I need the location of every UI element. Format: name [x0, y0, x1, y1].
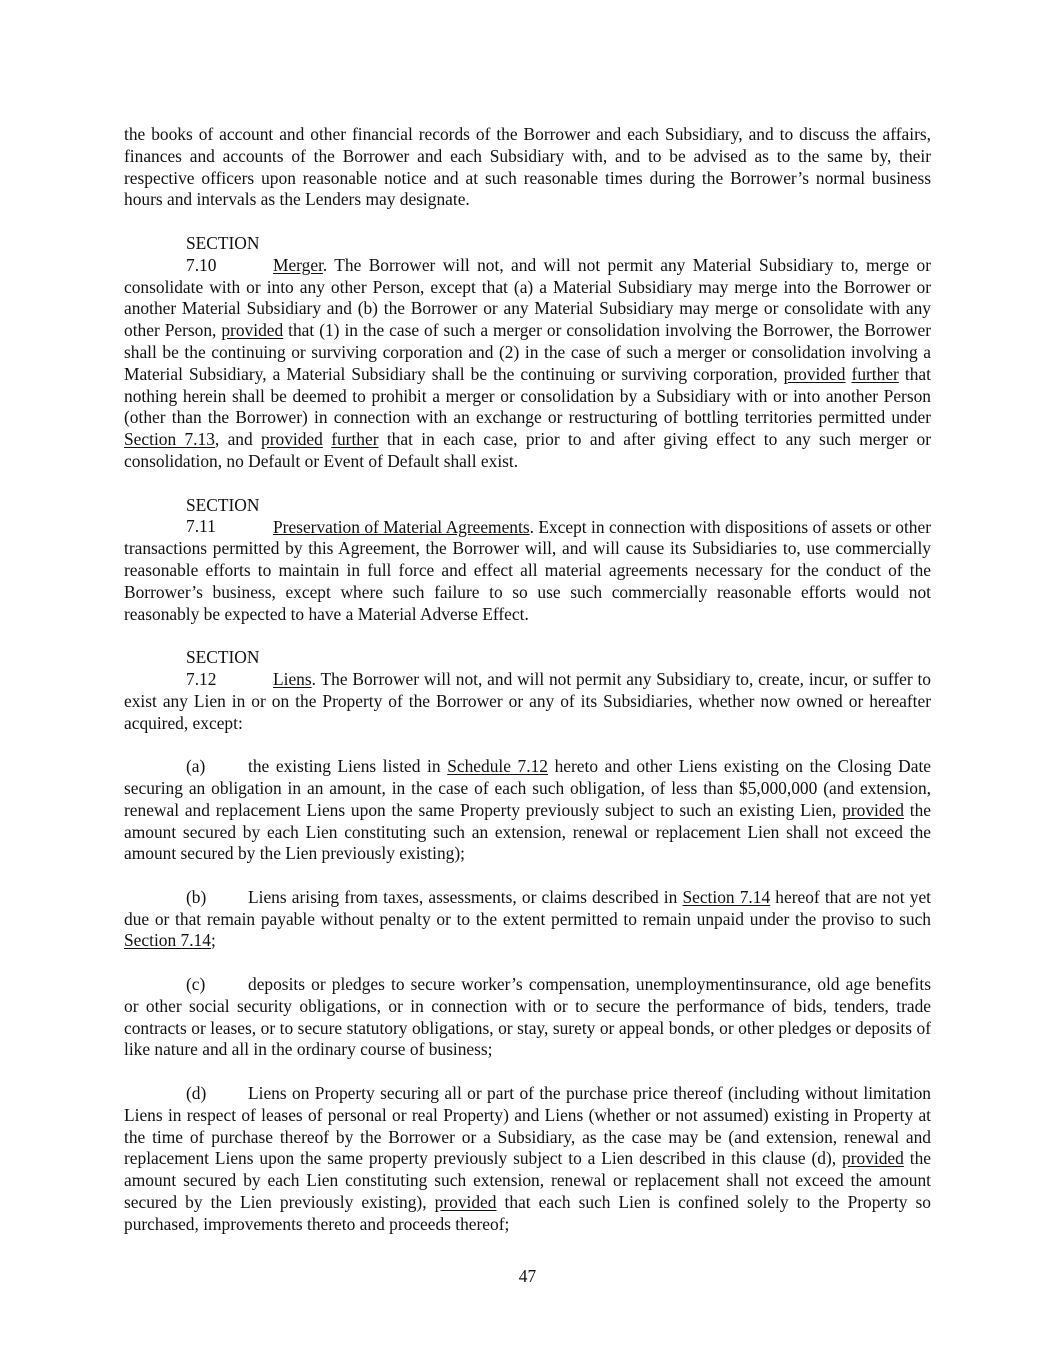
section-7-10-text: [323, 429, 331, 449]
clause-d-text: that each such Lien is confined solely to the Property so purchased, improvements thereto and proceeds thereof;: [124, 1192, 931, 1234]
section-7-10-text: that nothing herein shall be deemed to prohibit a merger or consolidation by a Subsidiary with or into another Person (other than the Borrower) in connection with an exchange or restructuring of bottling territories permitted under: [124, 363, 931, 428]
section-7-14-reference: Section 7.14: [124, 930, 211, 951]
clause-a-text: the amount secured by each Lien constituting such an extension, renewal or replacement Lien shall not exceed the amount secured by the Lien previously existing);: [124, 799, 932, 864]
provided-term: provided: [783, 363, 846, 384]
clause-d-paragraph: [124, 1083, 931, 1236]
section-7-12-label: SECTION 7.12: [186, 647, 260, 689]
clause-b-label: (b): [186, 886, 207, 907]
clause-a-text: the existing Liens listed in: [248, 756, 448, 777]
further-term: further: [331, 429, 379, 450]
section-7-11-text: . Except in connection with dispositions of assets or other transactions permitted by this Agreement, the Borrower will, and will cause its Subsidiaries to, use commercially reasonable efforts to maintain in full force and effect all material agreements necessary for the conduct of the Borrower’s business, except where such failure to so use such commercially reasonable efforts would not reasonably be expected to have a Material Adverse Effect.: [124, 516, 931, 624]
clause-a-text: hereto and other Liens existing on the Closing Date securing an obligation in an amount, in the case of each such obligation, of less than $5,000,000 (and extension, renewal and replacement Liens upon the same Property previously subject to such an existing Lien,: [124, 756, 931, 820]
section-7-13-reference: Section 7.13: [124, 429, 215, 450]
section-7-14-reference: Section 7.14: [682, 886, 771, 907]
section-7-11-paragraph: [124, 495, 931, 626]
section-7-10-label: SECTION 7.10: [186, 232, 260, 275]
section-7-10-text: that (1) in the case of such a merger or consolidation involving the Borrower, the Borrower shall be the continuing or surviving corporation and (2) in the case of such a merger or consolidation involving a Material Subsidiary, a Material Subsidiary shall be the continuing or surviving corporation,: [124, 320, 931, 384]
page-number: 47: [518, 1266, 537, 1286]
provided-term: provided: [434, 1192, 497, 1213]
continuation-text: the books of account and other financial records of the Borrower and each Subsidiary, and to discuss the affairs, finances and accounts of the Borrower and each Subsidiary with, and to be advised as to the same by, their respective officers upon reasonable notice and at such reasonable times during the Borrower’s normal business hours and intervals as the Lenders may designate.: [124, 124, 931, 210]
clause-c-text: deposits or pledges to secure worker’s compensation, unemploymentinsurance, old age benefits or other social security obligations, or in connection with or to secure the performance of bids, tenders, trade contracts or leases, or to secure statutory obligations, or stay, surety or appeal bonds, or other pledges or deposits of like nature and all in the ordinary course of business;: [124, 974, 931, 1060]
clause-b-text: hereof that are not yet due or that remain payable without penalty or to the extent permitted to remain unpaid under the proviso to such: [124, 886, 931, 929]
clause-a-paragraph: [124, 756, 931, 865]
clause-c-label: (c): [186, 974, 206, 995]
clause-a-label: (a): [186, 756, 206, 777]
document-page: [124, 124, 931, 1257]
section-7-12-text: . The Borrower will not, and will not permit any Subsidiary to, create, incur, or suffer to exist any Lien in or on the Property of the Borrower or any of its Subsidiaries, whether now owned or hereafter acquired, except:: [124, 668, 931, 733]
provided-term: provided: [842, 799, 904, 820]
clause-d-text: Liens on Property securing all or part of the purchase price thereof (including without limitation Liens in respect of leases of personal or real Property) and Liens (whether or not assumed) existing in Property at the time of purchase thereof by the Borrower or a Subsidiary, as the case may be (and extension, renewal and replacement Liens upon the same property previously subject to a Lien described in this clause (d),: [124, 1083, 931, 1169]
continuation-paragraph: [124, 124, 931, 211]
section-7-10-title: Merger: [273, 254, 323, 275]
clause-d-label: (d): [186, 1083, 207, 1104]
section-7-11-title: Preservation of Material Agreements: [273, 516, 530, 537]
section-7-10-paragraph: [124, 233, 931, 473]
section-7-11-label: SECTION 7.11: [186, 494, 260, 537]
provided-term: provided: [261, 429, 323, 450]
section-7-12-title: Liens: [273, 668, 312, 689]
provided-term: provided: [221, 320, 284, 341]
clause-b-text: Liens arising from taxes, assessments, or claims described in: [248, 886, 683, 907]
clause-b-paragraph: [124, 887, 931, 952]
clause-c-paragraph: [124, 974, 931, 1061]
clause-b-text: ;: [210, 930, 216, 951]
further-term: further: [851, 363, 899, 384]
section-7-12-paragraph: [124, 647, 931, 734]
section-7-10-text: that in each case, prior to and after giving effect to any such merger or consolidation, no Default or Event of Default shall exist.: [124, 429, 931, 471]
section-7-10-text: , and: [214, 429, 262, 450]
clause-d-text: the amount secured by each Lien constituting such extension, renewal or replacement shall not exceed the amount secured by the Lien previously existing),: [124, 1148, 932, 1213]
schedule-7-12-reference: Schedule 7.12: [447, 756, 548, 777]
section-7-10-text: . The Borrower will not, and will not permit any Material Subsidiary to, merge or consolidate with or into any other Person, except that (a) a Material Subsidiary may merge into the Borrower or another Material Subsidiary and (b) the Borrower or any Material Subsidiary may merge or consolidate with any other Person,: [124, 254, 931, 341]
provided-term: provided: [842, 1148, 904, 1169]
